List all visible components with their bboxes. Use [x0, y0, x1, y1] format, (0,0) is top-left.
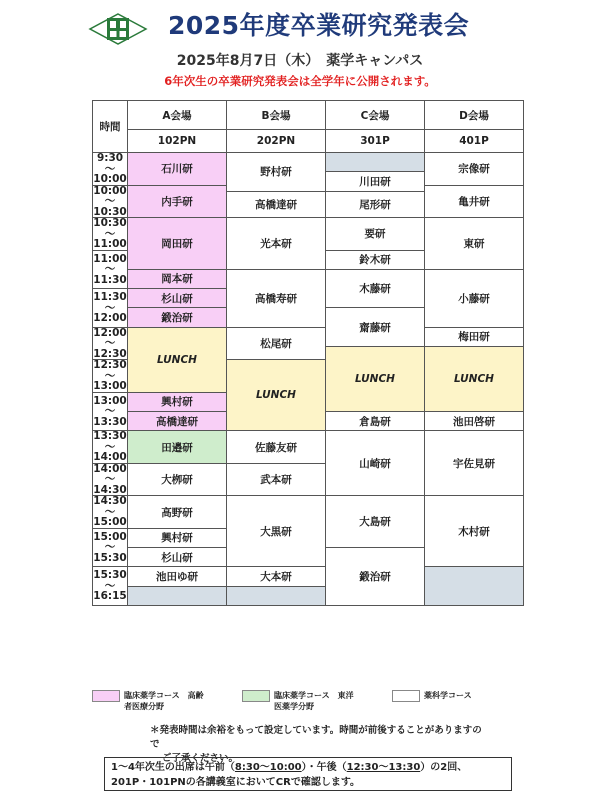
venue-d-room: 401P: [425, 130, 524, 153]
time-label-part: 〜: [104, 579, 116, 592]
time-label-part: 13:30: [93, 430, 127, 443]
time-label-part: 11:30: [93, 291, 127, 304]
lab-cell: 内手研: [128, 185, 227, 218]
empty-cell: [326, 153, 425, 172]
time-label-part: 〜: [104, 473, 116, 486]
lunch-cell: LUNCH: [227, 360, 326, 431]
legend-swatch-pink: [92, 690, 120, 702]
time-slot: [93, 392, 128, 431]
lab-cell: 石川研: [128, 153, 227, 186]
lab-cell: 倉島研: [326, 411, 425, 430]
lab-cell: 尾形研: [326, 191, 425, 217]
lab-cell: 佐藤友研: [227, 431, 326, 464]
venue-c-room: 301P: [326, 130, 425, 153]
lab-cell: 山崎研: [326, 431, 425, 496]
time-slot: [93, 567, 128, 606]
timing-note-line2: ご了承ください。: [162, 753, 239, 764]
lab-cell: 木村研: [425, 496, 524, 567]
lab-cell: 宇佐見研: [425, 431, 524, 496]
time-label-part: 12:30: [93, 359, 127, 372]
time-slot: [93, 153, 128, 186]
time-label-part: 〜: [104, 405, 116, 418]
lab-cell: 亀井研: [425, 185, 524, 218]
time-label-part: 〜: [104, 227, 116, 240]
attendance-text-3: ）の2回、: [420, 762, 468, 773]
time-label-part: 〜: [104, 195, 116, 207]
legend: [92, 690, 532, 720]
lab-cell: 杉山研: [128, 548, 227, 567]
time-slot: [93, 289, 128, 328]
lab-cell: 松尾研: [227, 327, 326, 360]
venue-c-name: C会場: [326, 101, 425, 130]
empty-cell: [128, 586, 227, 605]
lab-cell: 木藤研: [326, 269, 425, 308]
empty-cell: [227, 586, 326, 605]
legend-label-pink: 臨床薬学コース 高齢者医療分野: [124, 691, 204, 711]
lab-cell: 興村研: [128, 528, 227, 547]
time-label-part: 14:00: [93, 451, 127, 464]
time-label-part: 〜: [104, 337, 116, 350]
attendance-info-box: [104, 757, 512, 791]
time-label-part: 15:30: [93, 551, 127, 564]
time-label-part: 11:00: [93, 252, 127, 265]
time-label-part: 14:30: [93, 483, 127, 496]
lab-cell: 杉山研: [128, 289, 227, 308]
time-label-part: 13:30: [93, 415, 127, 428]
time-label-part: 〜: [104, 440, 116, 453]
venue-a-name: A会場: [128, 101, 227, 130]
lab-cell: 野村研: [227, 153, 326, 192]
time-label-part: 〜: [104, 541, 116, 554]
lab-cell: 田邉研: [128, 431, 227, 464]
room-header-row: [93, 130, 524, 153]
lab-cell: 高橋寿研: [227, 269, 326, 327]
lab-cell: 興村研: [128, 392, 227, 411]
time-label-part: 11:00: [93, 238, 127, 250]
empty-cell: [425, 567, 524, 606]
time-label-part: 〜: [104, 505, 116, 518]
time-slot: [93, 360, 128, 393]
lab-cell: 川田研: [326, 172, 425, 191]
lab-cell: 鍛治研: [128, 308, 227, 327]
lab-cell: 光本研: [227, 218, 326, 270]
lab-cell: 東研: [425, 218, 524, 270]
lab-cell: 岡田研: [128, 218, 227, 270]
time-slot: [93, 250, 128, 289]
timing-note-line1: ＊発表時間は余裕をもって設定しています。時間が前後することがありますので: [150, 725, 482, 750]
lab-cell: 大栁研: [128, 463, 227, 496]
afternoon-time: 12:30〜13:30: [346, 762, 421, 773]
time-label-part: 10:30: [93, 205, 127, 218]
time-slot: [93, 496, 128, 529]
time-label-part: 〜: [104, 162, 116, 175]
lab-cell: 高橋達研: [128, 411, 227, 430]
time-label-part: 15:30: [93, 569, 127, 582]
university-emblem-icon: [88, 12, 148, 46]
header: [0, 0, 600, 95]
time-label-part: 13:00: [93, 380, 127, 393]
lab-cell: 大本研: [227, 567, 326, 586]
legend-swatch-green: [242, 690, 270, 702]
legend-swatch-white: [392, 690, 420, 702]
lab-cell: 大黒研: [227, 496, 326, 567]
time-label-part: 16:15: [93, 590, 127, 603]
time-slot: [93, 528, 128, 567]
time-label-part: 14:00: [93, 463, 127, 475]
time-label-part: 12:00: [93, 312, 127, 325]
lunch-cell: LUNCH: [326, 346, 425, 411]
time-slot: [93, 327, 128, 360]
schedule-table: [92, 100, 524, 606]
legend-label-green: 臨床薬学コース 東洋医薬学分野: [274, 691, 354, 711]
public-notice: 6年次生の卒業研究発表会は全学年に公開されます。: [164, 74, 436, 88]
time-label-part: 15:00: [93, 530, 127, 543]
lab-cell: 齋藤研: [326, 308, 425, 347]
lab-cell: 岡本研: [128, 269, 227, 288]
lab-cell: 鍛治研: [326, 548, 425, 606]
attendance-line2: 201P・101PNの各講義室においてCRで確認します。: [111, 777, 361, 788]
attendance-text-1: 1〜4年次生の出席は午前（: [111, 762, 235, 773]
time-label-part: 14:30: [93, 495, 127, 508]
venue-header-row: [93, 101, 524, 130]
time-label-part: 12:30: [93, 347, 127, 360]
attendance-line1: [111, 760, 505, 775]
time-label-part: 10:00: [93, 173, 127, 185]
time-label-part: 〜: [104, 301, 116, 314]
time-label-part: 15:00: [93, 516, 127, 529]
time-slot: [93, 218, 128, 251]
time-label-part: 9:30: [96, 152, 124, 164]
time-label-part: 〜: [104, 369, 116, 382]
lab-cell: 池田ゆ研: [128, 567, 227, 586]
lab-cell: 鈴木研: [326, 250, 425, 269]
time-label-part: 〜: [104, 263, 116, 276]
time-label-part: 12:00: [93, 327, 127, 339]
lab-cell: 梅田研: [425, 327, 524, 346]
lab-cell: 池田啓研: [425, 411, 524, 430]
time-label-part: 13:00: [93, 394, 127, 407]
lab-cell: 大島研: [326, 496, 425, 548]
time-slot: [93, 431, 128, 464]
time-label-part: 10:00: [93, 185, 127, 197]
time-slot: [93, 185, 128, 218]
lab-cell: 小藤研: [425, 269, 524, 327]
lunch-cell: LUNCH: [425, 346, 524, 411]
morning-time: 8:30〜10:00: [234, 762, 302, 773]
page-title: 2025年度卒業研究発表会: [168, 11, 470, 40]
time-header: 時間: [93, 101, 128, 153]
time-label-part: 11:30: [93, 273, 127, 286]
attendance-text-2: ）・午後（: [301, 762, 347, 773]
lab-cell: 要研: [326, 218, 425, 251]
venue-d-name: D会場: [425, 101, 524, 130]
lab-cell: 宗像研: [425, 153, 524, 186]
lab-cell: 高野研: [128, 496, 227, 529]
date-location: 2025年8月7日（木） 薬学キャンパス: [176, 53, 424, 69]
lab-cell: 武本研: [227, 463, 326, 496]
time-label-part: 10:30: [93, 217, 127, 229]
venue-b-room: 202PN: [227, 130, 326, 153]
venue-a-room: 102PN: [128, 130, 227, 153]
legend-label-white: 薬科学コース: [424, 691, 472, 700]
lunch-cell: LUNCH: [128, 327, 227, 392]
time-slot: [93, 463, 128, 496]
lab-cell: 高橋達研: [227, 191, 326, 217]
venue-b-name: B会場: [227, 101, 326, 130]
